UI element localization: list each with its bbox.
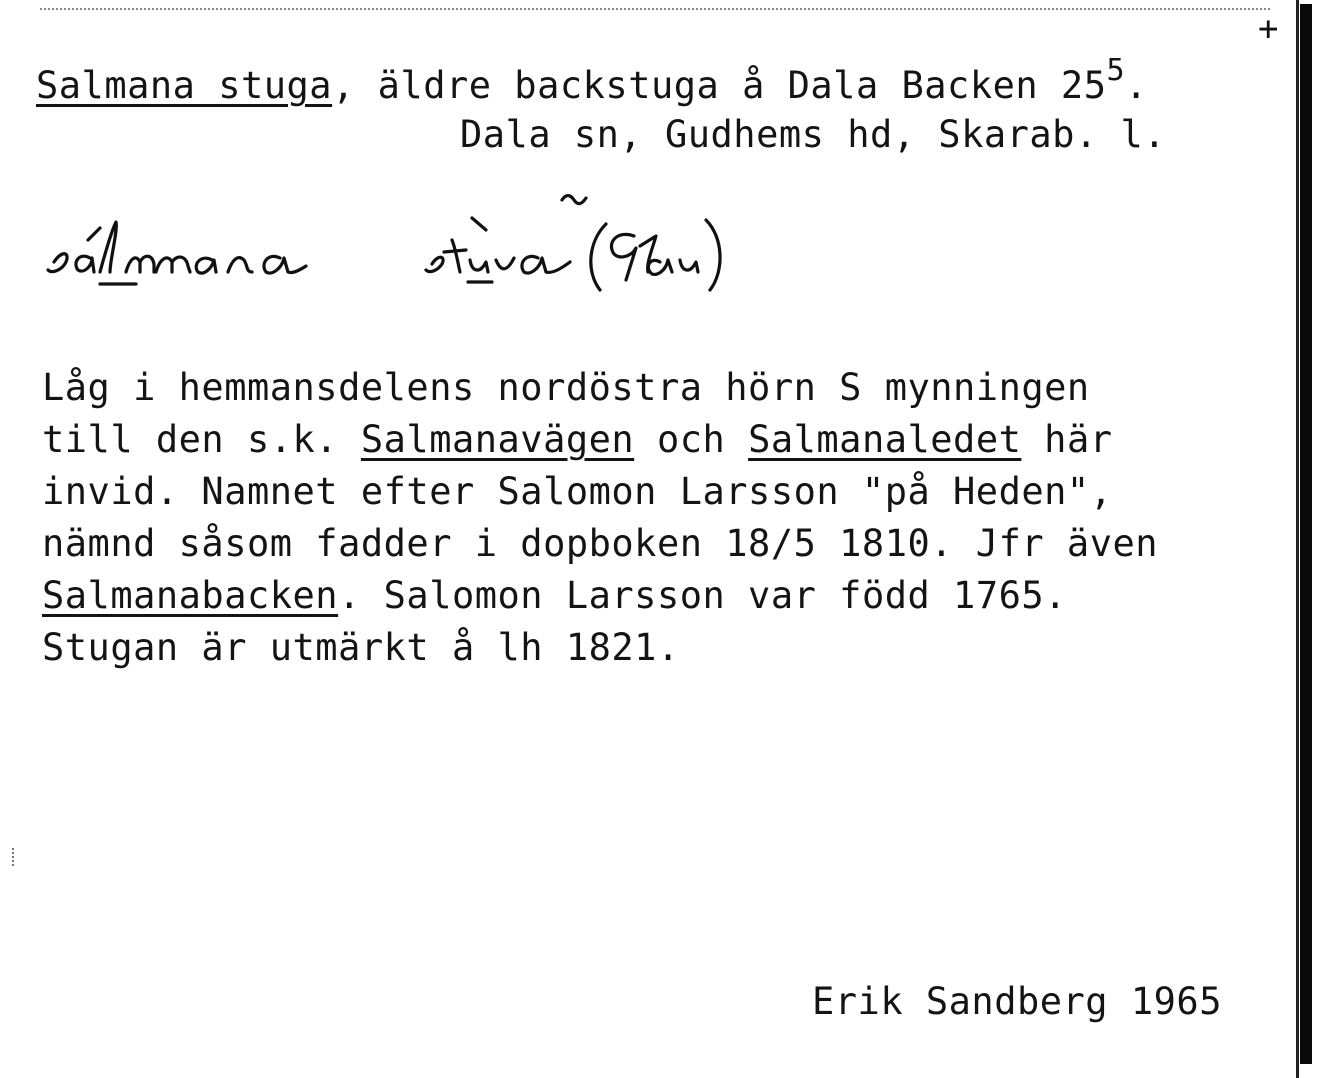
body-line-2b: och xyxy=(634,418,749,461)
body-line-3: invid. Namnet efter Salomon Larsson "på Heden", xyxy=(42,470,1113,513)
heading-separator: , xyxy=(332,64,378,107)
body-line-4: nämnd såsom fadder i dopboken 18/5 1810. Jfr även xyxy=(42,522,1159,565)
card-right-edge xyxy=(1300,4,1312,1064)
author-signature: Erik Sandberg 1965 xyxy=(812,980,1222,1023)
body-line-2c: här xyxy=(1021,418,1113,461)
place-name: Salmana stuga xyxy=(36,64,333,107)
place-location: Dala sn, Gudhems hd, Skarab. l. xyxy=(460,113,1167,156)
top-edge-specks xyxy=(40,8,1270,14)
place-description: äldre backstuga å Dala Backen 25 xyxy=(377,64,1107,107)
heading-end: . xyxy=(1125,64,1148,107)
card-heading xyxy=(36,53,1148,107)
card-right-edge-shadow xyxy=(1296,0,1299,1078)
handwritten-pronunciation xyxy=(40,180,940,300)
body-line-5b: . Salomon Larsson var född 1765. xyxy=(338,574,1067,617)
place-ref-salmanaledet: Salmanaledet xyxy=(748,418,1022,461)
body-line-1: Låg i hemmansdelens nordöstra hörn S mynningen xyxy=(42,366,1090,409)
superscript: 5 xyxy=(1106,53,1126,88)
body-line-6: Stugan är utmärkt å lh 1821. xyxy=(42,626,680,669)
corner-plus-mark: + xyxy=(1258,9,1279,49)
place-ref-salmanabacken: Salmanabacken xyxy=(42,574,339,617)
margin-speck xyxy=(12,848,17,866)
body-line-2a: till den s.k. xyxy=(42,418,361,461)
card-body-text xyxy=(42,362,1158,674)
place-ref-salmanavagen: Salmanavägen xyxy=(360,418,635,461)
